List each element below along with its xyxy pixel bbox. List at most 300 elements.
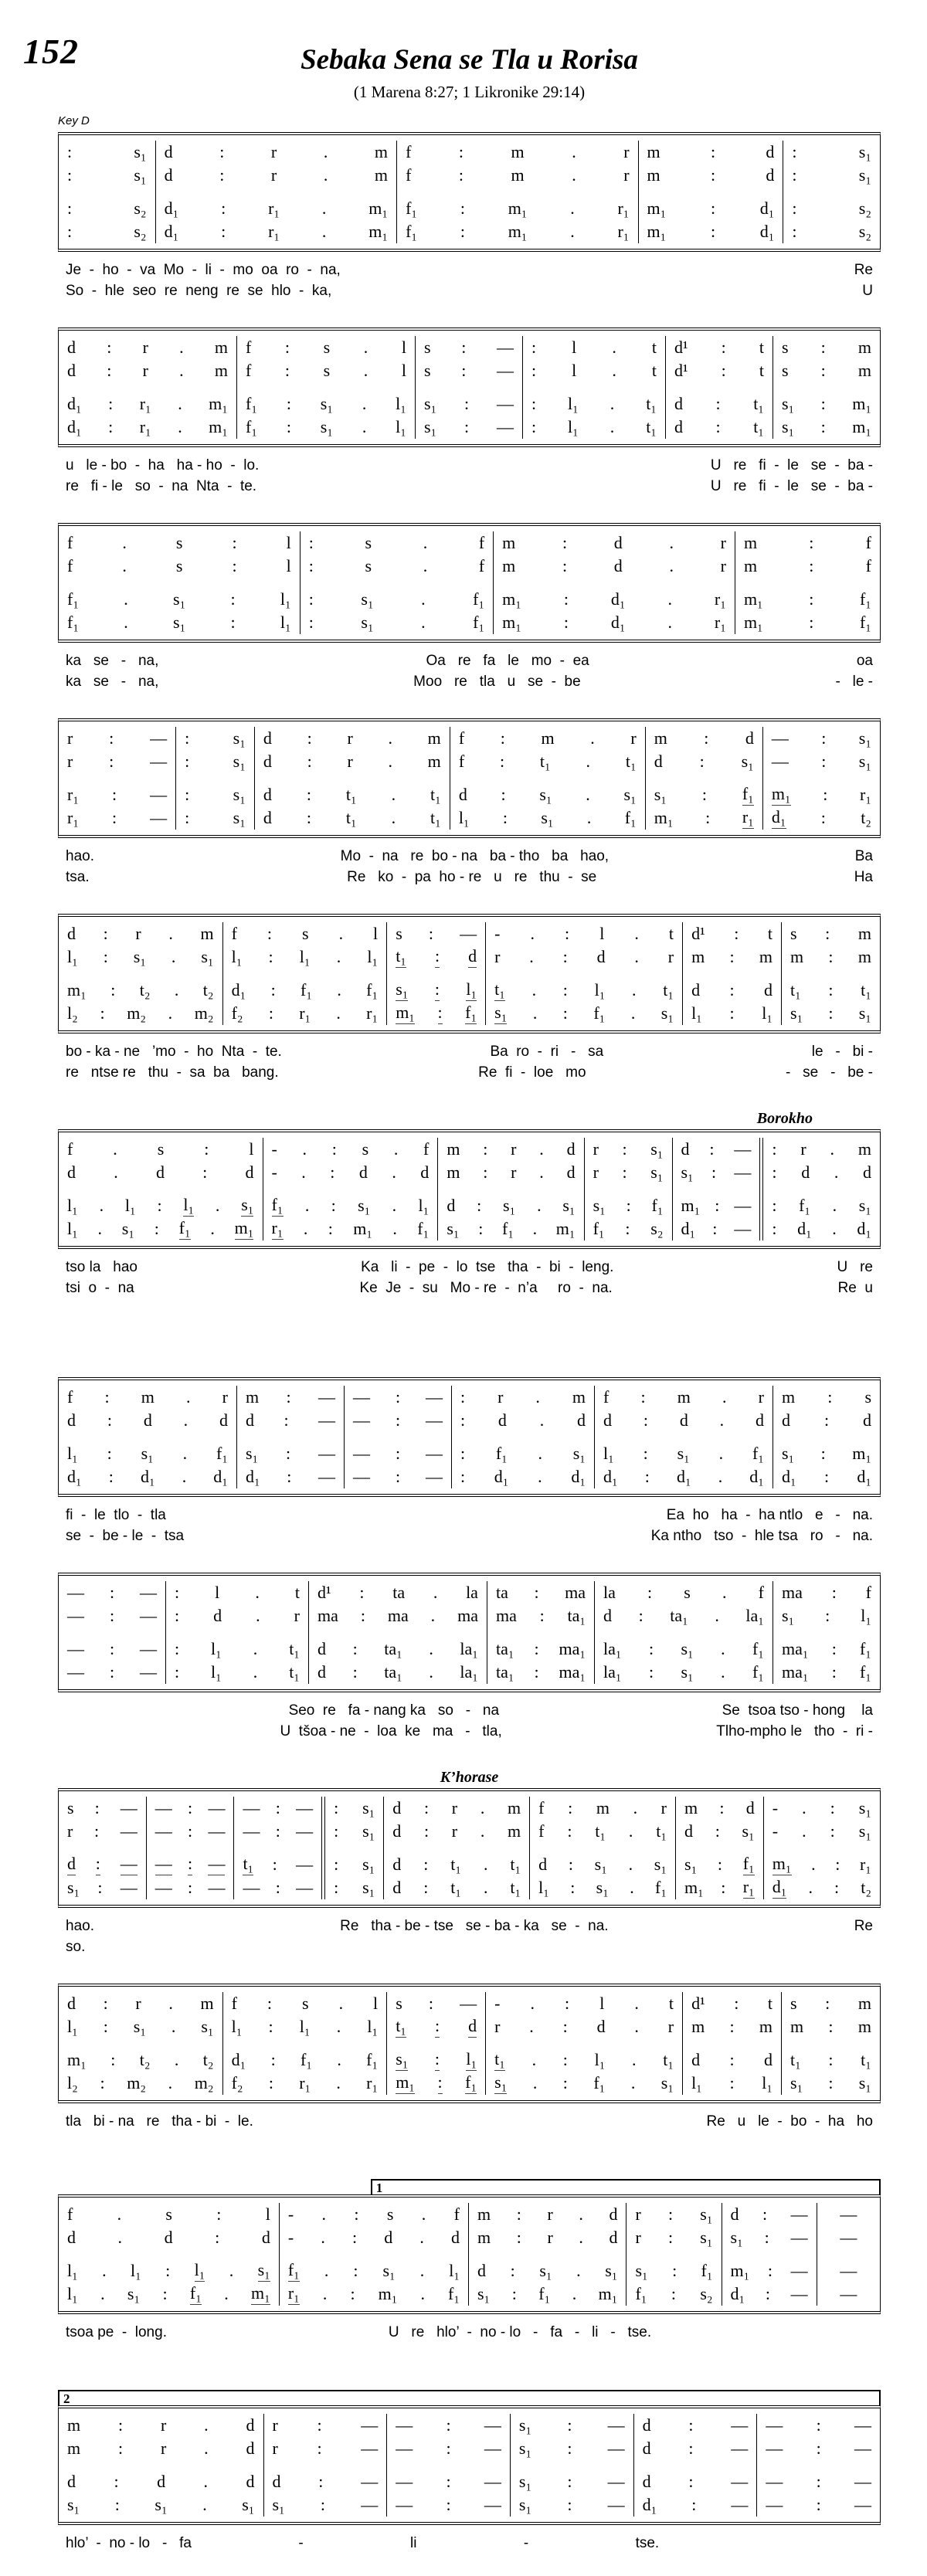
- lyric-line: [58, 1062, 881, 1083]
- solfa-token: .: [483, 1855, 488, 1874]
- music-system: [58, 1573, 881, 1743]
- solfa-token: r: [142, 338, 148, 357]
- lyrics-block: [58, 2533, 881, 2576]
- solfa-token: .: [204, 2439, 209, 2458]
- solfa-bar: [59, 1409, 236, 1432]
- solfa-bar: [397, 220, 637, 243]
- solfa-bar: [634, 2414, 757, 2437]
- solfa-token: :: [359, 1583, 365, 1602]
- solfa-token: d: [447, 1196, 456, 1215]
- solfa-token: .: [634, 1994, 639, 2013]
- solfa-token: t₁: [861, 2050, 871, 2069]
- lyric-line: [58, 455, 881, 476]
- solfa-token: :: [185, 808, 190, 827]
- solfa-token: :: [307, 728, 312, 748]
- solfa-token: l₁: [861, 1606, 871, 1625]
- lyric-segment: Re: [854, 262, 873, 278]
- solfa-token: r₁: [617, 199, 630, 218]
- solfa-token: .: [630, 1003, 636, 1023]
- solfa-token: .: [632, 980, 637, 1000]
- solfa-bar: [783, 164, 880, 187]
- solfa-token: d₁: [676, 1467, 691, 1486]
- solfa-token: s: [790, 1994, 797, 2013]
- solfa-token: :: [831, 1583, 837, 1602]
- solfa-token: —: [854, 2472, 871, 2491]
- solfa-token: —: [734, 1219, 752, 1238]
- solfa-token: t₁: [289, 1639, 300, 1658]
- solfa-token: f: [453, 2204, 460, 2224]
- solfa-token: m: [691, 947, 705, 966]
- solfa-token: s₁: [447, 1219, 460, 1238]
- measure-column: [438, 1138, 584, 1240]
- solfa-token: :: [729, 2017, 735, 2036]
- solfa-token: :: [67, 222, 73, 241]
- solfa-bar: [176, 727, 254, 750]
- solfa-token: f₁: [859, 1662, 871, 1682]
- solfa-token: s₁: [782, 417, 795, 436]
- solfa-token: s₂: [134, 199, 147, 218]
- solfa-token: :: [114, 2472, 119, 2491]
- solfa-token: —: [840, 2261, 857, 2280]
- solfa-token: d: [219, 1410, 228, 1430]
- solfa-bar: [757, 2437, 880, 2460]
- solfa-token: f₁: [246, 394, 257, 413]
- solfa-token: d₁: [67, 1467, 82, 1486]
- measure-column: [324, 1797, 384, 1899]
- solfa-bar: [223, 945, 387, 969]
- solfa-bar: [345, 1386, 451, 1409]
- solfa-bar: [384, 1797, 529, 1820]
- solfa-token: —: [854, 2495, 871, 2514]
- solfa-token: r: [511, 1162, 517, 1182]
- solfa-token: t: [759, 361, 764, 380]
- solfa-bar: [263, 1194, 438, 1217]
- lyric-line: [58, 1936, 881, 1957]
- solfa-bar: [237, 1442, 344, 1465]
- solfa-bar: [59, 1820, 146, 1843]
- solfa-token: .: [168, 1003, 173, 1023]
- solfa-token: .: [256, 1606, 260, 1625]
- solfa-token: s₁: [858, 142, 871, 161]
- solfa-bar: [223, 979, 387, 1002]
- solfa-token: :: [667, 2204, 674, 2224]
- solfa-bar: [59, 1161, 263, 1184]
- solfa-token: m₁: [647, 222, 667, 241]
- lyric-segment: tse.: [635, 2535, 660, 2551]
- lyrics-block: [58, 455, 881, 498]
- solfa-token: r₁: [860, 785, 871, 804]
- solfa-bar: [59, 164, 155, 187]
- lyric-segment: re ntse re thu - sa ba bang.: [66, 1064, 279, 1081]
- solfa-token: m: [477, 2228, 491, 2247]
- solfa-token: l₁: [67, 947, 78, 966]
- solfa-token: :: [100, 2073, 105, 2092]
- measure-column: [639, 141, 784, 243]
- solfa-token: t₁: [753, 394, 764, 413]
- solfa-token: f₁: [406, 199, 418, 218]
- solfa-token: .: [392, 1162, 396, 1182]
- solfa-token: :: [232, 556, 237, 575]
- solfa-token: ta: [392, 1583, 406, 1602]
- solfa-bar: [384, 1876, 529, 1899]
- solfa-token: :: [539, 1606, 545, 1625]
- solfa-bar: [59, 783, 175, 806]
- solfa-token: s: [362, 1139, 369, 1159]
- solfa-token: s₁: [858, 1821, 872, 1841]
- solfa-token: d: [392, 1878, 402, 1897]
- solfa-token: .: [570, 199, 575, 218]
- solfa-token: :: [701, 785, 707, 804]
- solfa-bar: [494, 588, 735, 611]
- solfa-bar: [486, 2072, 682, 2095]
- solfa-token: .: [610, 417, 615, 436]
- solfa-bar: [156, 197, 396, 220]
- solfa-token: s: [365, 533, 372, 552]
- solfa-token: :: [232, 533, 237, 552]
- solfa-bar: [59, 392, 236, 416]
- solfa-token: :: [188, 1854, 192, 1875]
- solfa-token: t₁: [861, 980, 871, 1000]
- solfa-token: .: [612, 361, 616, 380]
- solfa-token: s₁: [320, 394, 334, 413]
- solfa-token: d: [681, 1139, 690, 1159]
- solfa-token: d¹: [691, 1994, 705, 2013]
- solfa-bar: [763, 750, 880, 773]
- solfa-token: l₁: [130, 2261, 141, 2280]
- music-system: [58, 1768, 881, 1959]
- notation-staff: [58, 1573, 881, 1692]
- solfa-token: .: [113, 1139, 117, 1159]
- solfa-bar: [309, 1661, 487, 1684]
- lyric-segment: Je - ho - va Mo - li - mo oa ro - na,: [66, 262, 341, 278]
- solfa-token: d₁: [730, 2284, 745, 2303]
- solfa-token: .: [721, 1662, 725, 1682]
- solfa-token: ta₁: [496, 1662, 514, 1682]
- solfa-token: s₁: [660, 2073, 674, 2092]
- solfa-token: s₂: [700, 2284, 713, 2303]
- notation-staff: [58, 328, 881, 447]
- solfa-token: m: [691, 2017, 705, 2036]
- solfa-token: d: [613, 533, 623, 552]
- solfa-token: :: [823, 1467, 830, 1486]
- solfa-token: —: [150, 728, 168, 748]
- solfa-bar: [263, 1138, 438, 1161]
- solfa-token: ma₁: [782, 1639, 809, 1658]
- solfa-token: —: [426, 1387, 443, 1407]
- solfa-token: .: [321, 199, 327, 218]
- solfa-token: :: [114, 2495, 120, 2514]
- solfa-token: ta₁: [670, 1606, 688, 1625]
- solfa-token: f: [478, 533, 485, 552]
- solfa-token: m₁: [647, 199, 667, 218]
- solfa-bar: [59, 806, 175, 830]
- solfa-bar: [773, 1386, 880, 1409]
- solfa-token: —: [396, 2415, 413, 2435]
- solfa-token: .: [421, 2204, 426, 2224]
- solfa-token: :: [270, 2050, 276, 2069]
- solfa-token: d: [164, 142, 173, 161]
- solfa-token: :: [284, 361, 290, 380]
- measure-column: [783, 141, 880, 243]
- solfa-bar: [683, 2015, 781, 2038]
- solfa-token: r₁: [617, 222, 630, 241]
- solfa-token: s: [790, 924, 797, 943]
- solfa-bar: [234, 1820, 321, 1843]
- solfa-token: l₁: [211, 1639, 222, 1658]
- solfa-bar: [511, 2414, 633, 2437]
- solfa-bar: [223, 2015, 387, 2038]
- solfa-token: f: [603, 1387, 610, 1407]
- solfa-bar: [494, 555, 735, 578]
- lyric-line: [58, 260, 881, 280]
- lyric-segment: fi - le tlo - tla: [66, 1507, 166, 1523]
- measure-column: [384, 1797, 530, 1899]
- solfa-token: .: [171, 947, 176, 966]
- solfa-token: f₁: [752, 1662, 764, 1682]
- solfa-token: —: [460, 924, 477, 943]
- measure-column: [626, 2203, 722, 2306]
- solfa-token: :: [458, 165, 464, 185]
- solfa-token: :: [286, 1387, 291, 1407]
- solfa-bar: [59, 220, 155, 243]
- solfa-token: s₁: [201, 2017, 214, 2036]
- solfa-token: s₁: [790, 2073, 803, 2092]
- solfa-token: t: [294, 1583, 300, 1602]
- solfa-token: d: [143, 1410, 152, 1430]
- solfa-token: —: [296, 1878, 314, 1897]
- solfa-token: d: [566, 1162, 576, 1182]
- solfa-token: d: [384, 2228, 393, 2247]
- measure-column: [387, 922, 486, 1025]
- solfa-token: :: [567, 2415, 572, 2435]
- solfa-token: m: [790, 947, 804, 966]
- solfa-token: :: [648, 1662, 654, 1682]
- solfa-bar: [676, 1820, 763, 1843]
- solfa-token: :: [96, 1854, 100, 1875]
- solfa-bar: [59, 1992, 222, 2015]
- solfa-token: d: [801, 1162, 810, 1182]
- solfa-token: la: [466, 1583, 478, 1602]
- solfa-token: d₁: [140, 1467, 155, 1486]
- solfa-bar: [683, 945, 781, 969]
- solfa-token: l: [401, 361, 406, 380]
- measure-column: [486, 1992, 683, 2095]
- solfa-token: l: [599, 924, 605, 943]
- solfa-token: m₁: [555, 1219, 576, 1238]
- solfa-token: .: [324, 2261, 329, 2280]
- solfa-token: d: [261, 2228, 270, 2247]
- solfa-bar: [646, 783, 762, 806]
- solfa-token: d: [246, 2439, 255, 2458]
- solfa-bar: [626, 2282, 721, 2306]
- solfa-token: :: [275, 1821, 280, 1841]
- solfa-token: m: [508, 1821, 521, 1841]
- solfa-token: s₁: [173, 589, 186, 609]
- solfa-token: :: [827, 1387, 833, 1407]
- solfa-token: :: [828, 2017, 834, 2036]
- solfa-token: .: [579, 2228, 583, 2247]
- solfa-token: s₁: [233, 752, 246, 771]
- solfa-token: —: [731, 2472, 749, 2491]
- solfa-token: :: [565, 924, 570, 943]
- lyric-line: [58, 1278, 881, 1298]
- solfa-token: :: [460, 1410, 466, 1430]
- solfa-token: .: [336, 1003, 341, 1023]
- lyric-segment: le - bi -: [811, 1044, 873, 1060]
- solfa-token: —: [317, 1444, 335, 1463]
- solfa-token: m₁: [852, 1444, 871, 1463]
- solfa-token: s₁: [782, 1444, 795, 1463]
- solfa-bar: [223, 2072, 387, 2095]
- solfa-token: t₂: [202, 2050, 214, 2069]
- solfa-bar: [673, 1161, 760, 1184]
- solfa-token: m: [857, 924, 871, 943]
- measure-column: [264, 2414, 388, 2517]
- solfa-token: :: [710, 222, 716, 241]
- solfa-token: :: [820, 338, 826, 357]
- solfa-bar: [59, 555, 300, 578]
- solfa-token: d: [67, 1994, 76, 2013]
- solfa-token: .: [253, 1639, 258, 1658]
- solfa-token: l: [265, 2204, 270, 2224]
- solfa-token: .: [612, 338, 616, 357]
- solfa-token: s₁: [154, 2495, 168, 2514]
- solfa-token: .: [590, 728, 595, 748]
- solfa-token: m₁: [852, 394, 871, 413]
- solfa-token: s₁: [242, 2495, 255, 2514]
- solfa-token: r₁: [67, 785, 79, 804]
- solfa-token: s₁: [858, 1196, 871, 1215]
- lyric-segment: hao.: [66, 848, 94, 864]
- solfa-token: s₁: [141, 1444, 154, 1463]
- solfa-token: —: [426, 1410, 443, 1430]
- solfa-token: s₁: [562, 1196, 576, 1215]
- solfa-token: .: [171, 2017, 176, 2036]
- solfa-token: s: [365, 556, 372, 575]
- solfa-bar: [450, 727, 645, 750]
- solfa-token: f₁: [473, 589, 485, 609]
- solfa-token: s₁: [742, 1821, 755, 1841]
- lyric-segment: tsi o - na: [66, 1280, 134, 1296]
- solfa-bar: [469, 2203, 626, 2226]
- solfa-token: —: [353, 1444, 370, 1463]
- solfa-bar: [59, 1138, 263, 1161]
- solfa-token: .: [579, 2204, 583, 2224]
- solfa-token: :: [534, 1639, 539, 1658]
- solfa-token: s₁: [572, 1444, 586, 1463]
- solfa-token: .: [539, 1139, 544, 1159]
- solfa-token: .: [722, 1387, 727, 1407]
- solfa-token: f: [865, 1583, 871, 1602]
- solfa-token: :: [501, 785, 506, 804]
- solfa-bar: [384, 1820, 529, 1843]
- solfa-token: :: [792, 222, 797, 241]
- solfa-token: :: [270, 980, 276, 1000]
- solfa-token: .: [302, 1139, 307, 1159]
- solfa-token: f₁: [538, 2284, 551, 2303]
- solfa-bar: [264, 2493, 387, 2517]
- solfa-token: d: [596, 2017, 606, 2036]
- solfa-token: l₂: [67, 1003, 78, 1023]
- solfa-token: d: [782, 1410, 790, 1430]
- solfa-bar: [176, 783, 254, 806]
- solfa-token: d₁: [603, 1467, 618, 1486]
- solfa-token: :: [809, 589, 814, 609]
- solfa-token: d₁: [231, 980, 246, 1000]
- solfa-token: .: [337, 2050, 341, 2069]
- solfa-token: :: [446, 2415, 451, 2435]
- solfa-token: r₁: [859, 1855, 871, 1874]
- solfa-token: r: [511, 1139, 517, 1159]
- solfa-token: s₁: [684, 1855, 698, 1874]
- solfa-token: —: [361, 2415, 379, 2435]
- lyric-segment: U: [862, 283, 873, 299]
- solfa-token: r₁: [288, 2283, 300, 2305]
- solfa-token: s₁: [477, 2284, 491, 2303]
- lyric-segment: -: [523, 2535, 529, 2551]
- solfa-token: :: [286, 417, 291, 436]
- solfa-token: d: [642, 2439, 651, 2458]
- measure-column: [147, 1797, 235, 1899]
- solfa-token: :: [307, 752, 312, 771]
- solfa-token: .: [388, 752, 392, 771]
- solfa-token: -: [494, 924, 501, 943]
- solfa-token: l: [572, 361, 577, 380]
- solfa-token: .: [532, 1219, 538, 1238]
- lyric-line: [58, 1041, 881, 1062]
- solfa-token: s₁: [700, 2204, 713, 2224]
- solfa-token: f₁: [651, 1196, 664, 1215]
- solfa-bar: [817, 2282, 880, 2306]
- solfa-token: .: [531, 2050, 537, 2069]
- solfa-token: m: [857, 1139, 871, 1159]
- solfa-bar: [59, 945, 222, 969]
- solfa-token: m: [67, 2439, 81, 2458]
- solfa-token: :: [688, 2439, 694, 2458]
- measure-column: [773, 1581, 880, 1684]
- solfa-token: —: [496, 394, 514, 413]
- solfa-bar: [585, 1161, 672, 1184]
- solfa-token: l₁: [762, 1003, 772, 1023]
- solfa-token: :: [334, 1855, 339, 1874]
- solfa-token: d₁: [213, 1467, 228, 1486]
- solfa-token: —: [140, 1662, 157, 1682]
- solfa-bar: [416, 359, 522, 382]
- solfa-bar: [763, 1161, 880, 1184]
- solfa-bar: [666, 359, 772, 382]
- solfa-token: f: [538, 1821, 545, 1841]
- key-signature: Key D: [58, 114, 90, 127]
- solfa-bar: [683, 1992, 781, 2015]
- solfa-token: :: [395, 1444, 401, 1463]
- solfa-token: f₂: [231, 1003, 243, 1023]
- solfa-token: f₁: [743, 1854, 755, 1875]
- solfa-token: :: [499, 752, 505, 771]
- solfa-token: :: [460, 1444, 466, 1463]
- solfa-bar: [782, 1002, 880, 1025]
- solfa-bar: [782, 2015, 880, 2038]
- solfa-token: r₁: [299, 2073, 311, 2092]
- solfa-token: :: [188, 1821, 193, 1841]
- solfa-token: :: [109, 1606, 115, 1625]
- solfa-token: .: [168, 1994, 173, 2013]
- solfa-token: :: [719, 1798, 725, 1817]
- solfa-token: :: [483, 1162, 488, 1182]
- solfa-bar: [59, 727, 175, 750]
- solfa-token: s₁: [358, 1196, 371, 1215]
- solfa-bar: [523, 359, 665, 382]
- solfa-token: m: [200, 924, 214, 943]
